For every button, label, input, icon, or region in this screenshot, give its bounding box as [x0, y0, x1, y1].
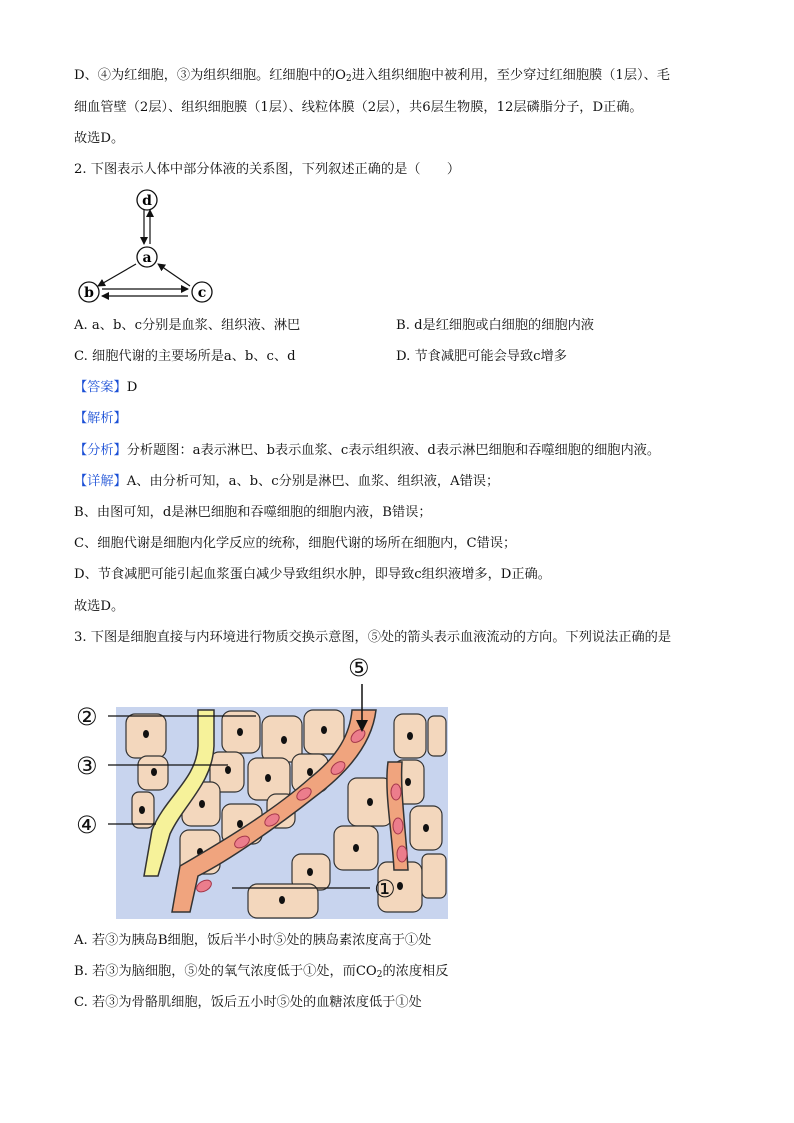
label-3: ③ [76, 752, 98, 780]
label-2: ② [76, 703, 98, 731]
label-5: ⑤ [348, 654, 370, 682]
text-line-2: 细血管壁（2层）、组织细胞膜（1层）、线粒体膜（2层），共6层生物膜，12层磷脂分子，D正确。 [74, 100, 643, 115]
node-a-label: a [142, 250, 152, 266]
arrow-c-to-a [158, 264, 190, 286]
text-line-1: D、④为红细胞，③为组织细胞。红细胞中的$O_2$进入组织细胞中被利用，至少穿过红细胞膜（1层）、毛 [74, 68, 670, 84]
fenxi-tag: 【分析】 [74, 443, 127, 458]
label-1: ① [374, 875, 396, 903]
q2-option-a: A. a、b、c分别是血浆、组织液、淋巴 [74, 318, 301, 333]
node-d-label: d [142, 193, 152, 209]
xiangjie-tag: 【详解】 [74, 474, 127, 489]
arrow-a-to-b [98, 264, 136, 286]
q3-option-a: A. 若③为胰岛B细胞，饭后半小时⑤处的胰岛素浓度高于①处 [74, 933, 432, 948]
choose-line: 故选D。 [74, 599, 125, 614]
explain-b: B、由图可知，d是淋巴细胞和吞噬细胞的细胞内液，B错误； [74, 505, 432, 520]
explain-d: D、节食减肥可能引起血浆蛋白减少导致组织水肿，即导致c组织液增多，D正确。 [74, 567, 551, 582]
q3-option-c: C. 若③为骨骼肌细胞，饭后五小时⑤处的血糖浓度低于①处 [74, 995, 422, 1010]
q3-option-b: B. 若③为脑细胞，⑤处的氧气浓度低于①处，而$CO_2$的浓度相反 [74, 964, 449, 980]
node-b-label: b [84, 285, 94, 301]
explain-c: C、细胞代谢是细胞内化学反应的统称，细胞代谢的场所在细胞内，C错误； [74, 536, 517, 551]
fenxi-line: 【分析】分析题图：a表示淋巴、b表示血浆、c表示组织液、d表示淋巴细胞和吞噬细胞的细胞内液。 [74, 443, 661, 458]
q2-option-d: D. 节食减肥可能会导致c增多 [396, 349, 567, 364]
body-fluid-diagram [72, 186, 222, 306]
analysis-tag: 【解析】 [74, 411, 127, 426]
q2-option-b: B. d是红细胞或白细胞的细胞内液 [396, 318, 594, 333]
answer-line: 【答案】D [74, 380, 138, 395]
cell-exchange-diagram [72, 654, 452, 922]
question-2: 2. 下图表示人体中部分体液的关系图，下列叙述正确的是（ ） [74, 162, 461, 177]
question-3: 3. 下图是细胞直接与内环境进行物质交换示意图，⑤处的箭头表示血液流动的方向。下列说法正确的是 [74, 630, 672, 645]
label-4: ④ [76, 811, 98, 839]
text-line-3: 故选D。 [74, 131, 125, 146]
answer-tag: 【答案】 [74, 380, 127, 395]
q2-option-c: C. 细胞代谢的主要场所是a、b、c、d [74, 349, 296, 364]
analysis-line [74, 409, 127, 429]
node-c-label: c [197, 285, 207, 301]
xiangjie-line: 【详解】A、由分析可知，a、b、c分别是淋巴、血浆、组织液，A错误； [74, 474, 500, 489]
